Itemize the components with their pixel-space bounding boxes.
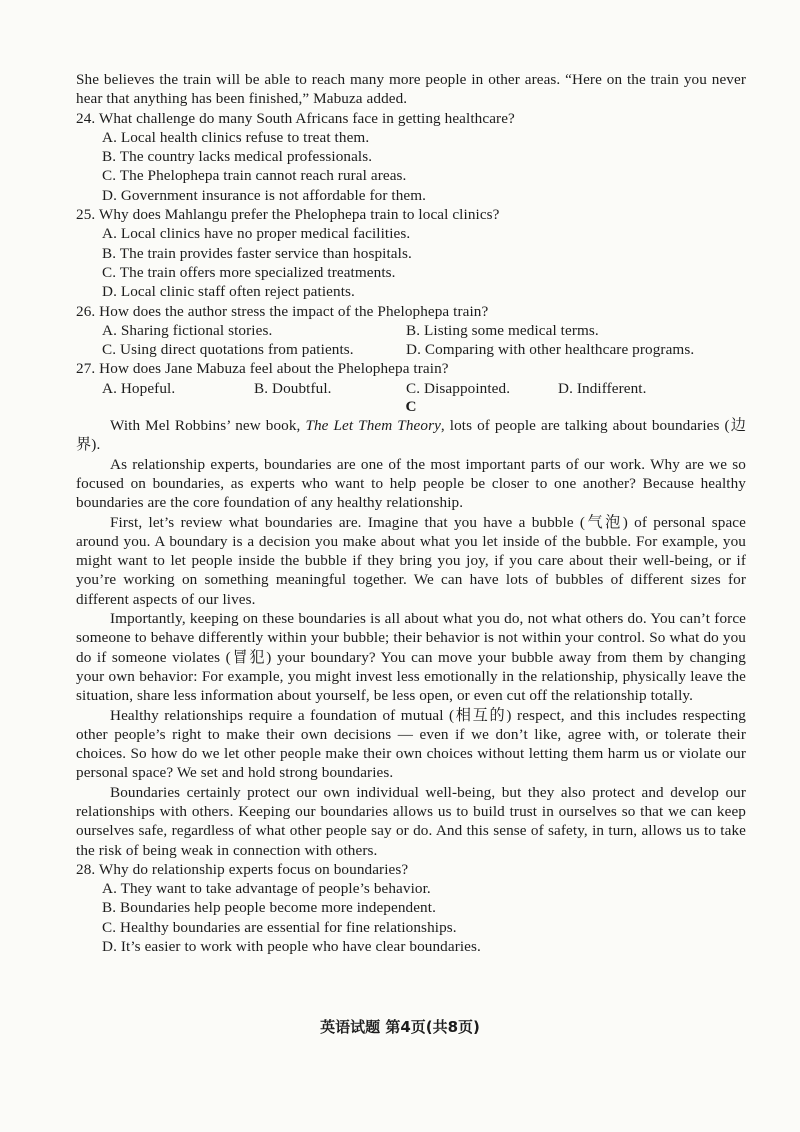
options-row: [76, 321, 746, 340]
option-c: C. The train offers more specialized treatments.: [102, 263, 396, 281]
page-footer: 英语试题 第4页(共8页): [320, 1018, 480, 1036]
question-stem: 24. What challenge do many South Africans face in getting healthcare?: [76, 109, 515, 127]
option-b: B. Listing some medical terms.: [406, 321, 599, 339]
question-stem: 25. Why does Mahlangu prefer the Phelophepa train to local clinics?: [76, 206, 500, 224]
option-b: B. Doubtful.: [254, 379, 332, 397]
passage-c-intro: [76, 416, 746, 455]
question-28: [76, 860, 746, 956]
question-26: [76, 302, 746, 360]
option-b: B. The country lacks medical professionals.: [102, 148, 373, 166]
section-label: C: [405, 398, 417, 416]
book-title: The Let Them Theory: [305, 417, 441, 435]
option-a: A. Hopeful.: [102, 379, 176, 397]
option-d: D. Government insurance is not affordable for them.: [102, 186, 427, 204]
passage-paragraph: Boundaries certainly protect our own individual well-being, but they also protect and develop our relationships with others. Keeping our boundaries allows us to build trust in ourselves so that we can keep ourselves safe, regardless of what other people say or do. And this sense of safety, in turn, allows us to take the risk of being weak in connection with others.: [76, 783, 746, 859]
intro-text: , lots of people are talking about boundaries (边界).: [76, 417, 746, 454]
option-a: A. Local health clinics refuse to treat them.: [102, 128, 370, 146]
options-row: [76, 379, 746, 398]
option-a: A. Local clinics have no proper medical facilities.: [102, 225, 411, 243]
question-27: [76, 359, 746, 398]
question-24: [76, 109, 746, 205]
question-stem: 27. How does Jane Mabuza feel about the Phelophepa train?: [76, 360, 449, 378]
passage-paragraph: Healthy relationships require a foundation of mutual (相互的) respect, and this includes respecting other people’s right to make their own decisions — even if we don’t like, agree with, or tolerate their choices. So how do we let other people make their own choices without letting them harm us or violate our personal space? We set and hold strong boundaries.: [76, 706, 746, 782]
exam-page: [76, 70, 746, 956]
passage-b-closing-paragraph: She believes the train will be able to reach many more people in other areas. “Here on the train you never hear that anything has been finished,” Mabuza added.: [76, 71, 746, 108]
option-d: D. Local clinic staff often reject patients.: [102, 283, 355, 301]
option-d: D. Indifferent.: [558, 379, 647, 397]
option-c: C. The Phelophepa train cannot reach rural areas.: [102, 167, 407, 185]
passage-paragraph: Importantly, keeping on these boundaries is all about what you do, not what others do. You can’t force someone to behave differently within your bubble; their behavior is not within your control. So what do you do if someone violates (冒犯) your boundary? You can move your bubble away from them by changing your own behavior: For example, you might invest less emotionally in the relationship, physically leave the situation, share less information about yourself, be less open, or even cut off the relationship totally.: [76, 610, 746, 705]
option-c: C. Healthy boundaries are essential for fine relationships.: [102, 918, 457, 936]
option-a: A. They want to take advantage of people’s behavior.: [102, 880, 431, 898]
option-b: B. Boundaries help people become more independent.: [102, 899, 436, 917]
option-c: C. Using direct quotations from patients.: [102, 341, 354, 359]
question-25: [76, 205, 746, 301]
option-c: C. Disappointed.: [406, 379, 511, 397]
passage-paragraph: First, let’s review what boundaries are. Imagine that you have a bubble (气泡) of personal space around you. A boundary is a decision you make about what you let inside of the bubble. For example, you might want to let people inside the bubble if they bring you joy, if you care about their well-being, or if you’re working on something meaningful together. We can have lots of bubbles of different sizes for different aspects of our lives.: [76, 513, 746, 608]
question-stem: 28. Why do relationship experts focus on boundaries?: [76, 860, 409, 878]
options-row: [76, 340, 746, 359]
intro-text: With Mel Robbins’ new book,: [110, 417, 306, 435]
option-a: A. Sharing fictional stories.: [102, 321, 273, 339]
option-d: D. It’s easier to work with people who have clear boundaries.: [102, 938, 481, 956]
passage-paragraph: As relationship experts, boundaries are one of the most important parts of our work. Why are we so focused on boundaries, as experts who want to help people be closer to one another? Because healthy boundaries are the core foundation of any healthy relationship.: [76, 455, 746, 512]
option-b: B. The train provides faster service than hospitals.: [102, 244, 412, 262]
question-stem: 26. How does the author stress the impact of the Phelophepa train?: [76, 302, 489, 320]
option-d: D. Comparing with other healthcare programs.: [406, 341, 695, 359]
